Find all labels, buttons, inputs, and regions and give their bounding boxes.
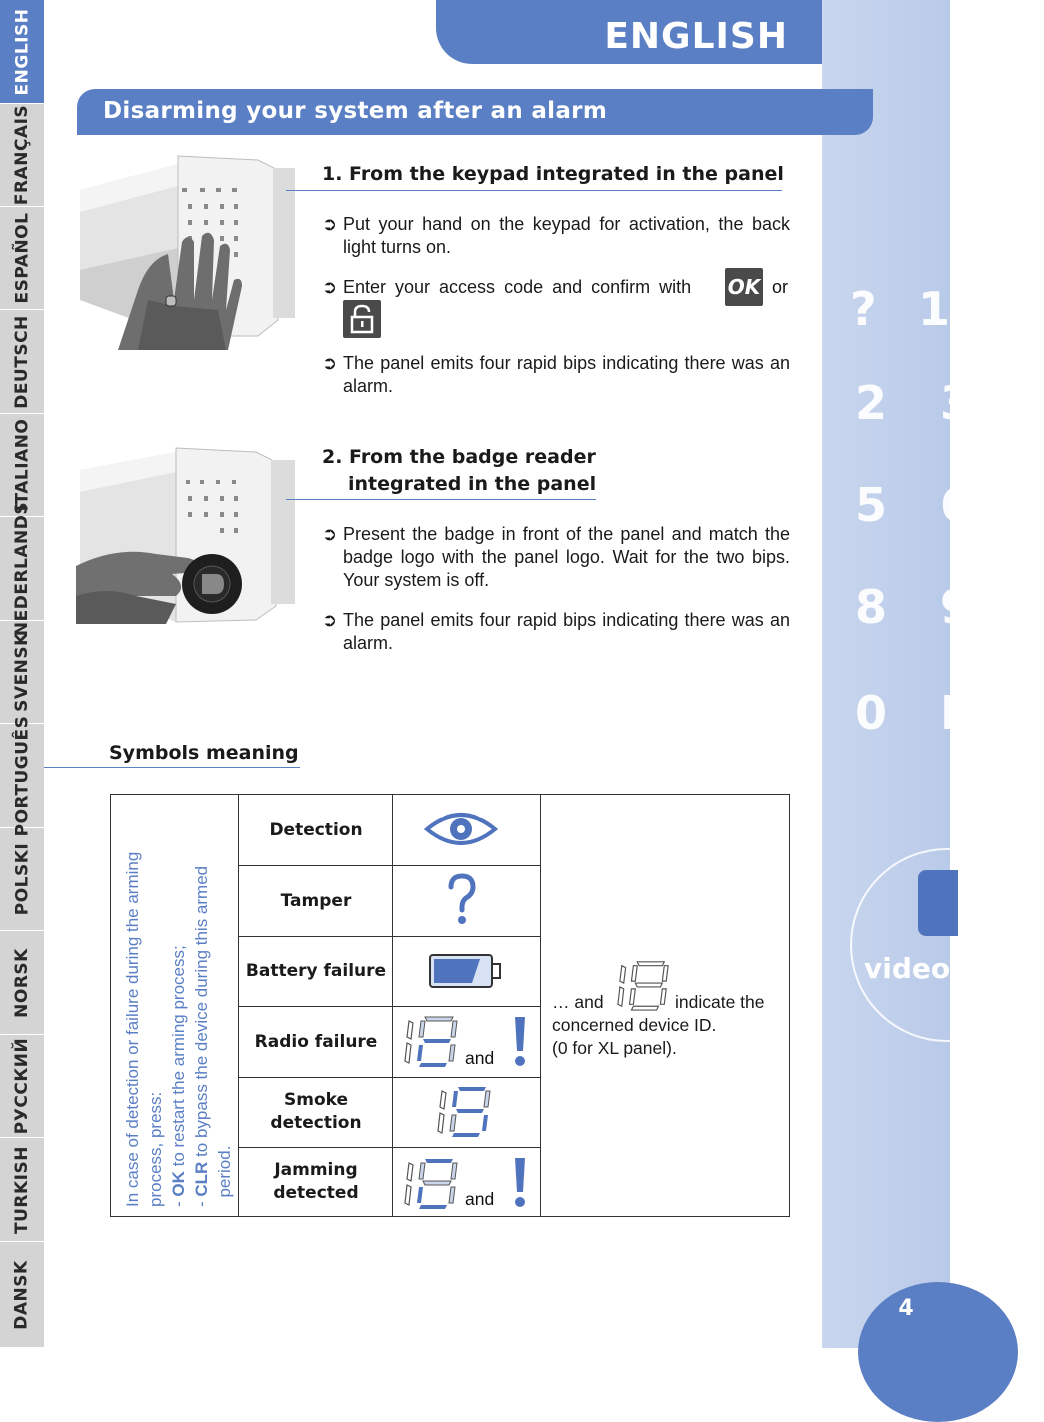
and-text: and: [465, 1189, 495, 1209]
step1-bullet-1: ➲ Put your hand on the keypad for activation, the back light turns on.: [322, 214, 790, 257]
step2-bullet-1: ➲ Present the badge in front of the panel and match the badge logo with the panel logo. Wait for the two bips. Your system is off.: [322, 524, 790, 590]
lang-tab-polski[interactable]: POLSKI: [0, 828, 44, 931]
symbol-label-detection: Detection: [269, 819, 363, 840]
exclamation-icon: [511, 1156, 529, 1215]
step2-underline: [286, 499, 596, 500]
and-text: and: [465, 1048, 495, 1068]
digit: 1: [918, 282, 951, 336]
exclamation-icon: [511, 1015, 529, 1074]
digit: E: [940, 686, 972, 740]
step2-title-line2: integrated in the panel: [348, 473, 597, 495]
step1-bullet-3: ➲ The panel emits four rapid bips indicating there was an alarm.: [322, 353, 790, 396]
brand-logo-text: video: [864, 952, 951, 985]
lang-tab-norsk[interactable]: NORSK: [0, 931, 44, 1035]
segment-display-icon: [436, 1085, 494, 1142]
arrow-bullet-icon: ➲: [322, 610, 338, 630]
symbol-label-radio-failure: Radio failure: [254, 1031, 378, 1052]
symbol-label-battery-failure: Battery failure: [245, 960, 387, 981]
step1-title: 1. From the keypad integrated in the panel: [322, 163, 784, 185]
symbols-table: [110, 794, 790, 1217]
digit: 5: [855, 478, 888, 532]
page-number: 4: [898, 1296, 914, 1321]
brand-eye-icon: [918, 870, 958, 936]
step2-title-line1: 2. From the badge reader: [322, 446, 596, 468]
table-divider: [540, 795, 541, 1216]
battery-icon: [428, 952, 502, 995]
lang-tab-russian[interactable]: РУССКИЙ: [0, 1035, 44, 1138]
arrow-bullet-icon: ➲: [322, 524, 338, 544]
section-title: Disarming your system after an alarm: [103, 98, 608, 124]
question-mark-icon: [447, 873, 477, 932]
lang-tab-dansk[interactable]: DANSK: [0, 1242, 44, 1348]
digit: ?: [850, 282, 877, 336]
lang-tab-francais[interactable]: FRANÇAIS: [0, 104, 44, 207]
lang-tab-svensk[interactable]: SVENSK: [0, 621, 44, 724]
device-id-note: … and indicate the concerned device ID. (0 for XL panel).: [552, 963, 782, 1060]
badge-reader-photo: [76, 446, 298, 626]
digit: 2: [855, 376, 888, 430]
lang-tab-portugues[interactable]: PORTUGUÊS: [0, 724, 44, 828]
digit: 6: [940, 478, 973, 532]
arming-note: In case of detection or failure during the arming process, press: - OK to restart the arming process; - CLR to bypass the device during this armed period.: [123, 851, 234, 1207]
arrow-bullet-icon: ➲: [322, 277, 338, 297]
step2-bullet-2: ➲ The panel emits four rapid bips indicating there was an alarm.: [322, 610, 790, 653]
symbols-title: Symbols meaning: [109, 742, 299, 764]
eye-icon: [423, 807, 499, 858]
digit: 9: [940, 580, 973, 634]
lang-tab-turkish[interactable]: TURKISH: [0, 1138, 44, 1242]
keypad-hand-photo: [78, 150, 300, 350]
symbol-label-jamming-detected: Jamming detected: [273, 1160, 359, 1203]
segment-display-icon: [403, 1157, 461, 1214]
digit: 8: [855, 580, 888, 634]
digit: 0: [855, 686, 888, 740]
symbol-label-smoke-detection: Smoke detection: [270, 1090, 362, 1133]
language-strip: [0, 0, 44, 1348]
arrow-bullet-icon: ➲: [322, 214, 338, 234]
lang-tab-deutsch[interactable]: DEUTSCH: [0, 310, 44, 414]
step1-bullet-2: ➲ Enter your access code and confirm with: [322, 277, 692, 297]
language-heading: ENGLISH: [604, 16, 788, 57]
segment-display-icon: [616, 959, 672, 1017]
lang-tab-espanol[interactable]: ESPAÑOL: [0, 207, 44, 310]
lang-tab-nederlands[interactable]: NEDERLANDS: [0, 517, 44, 621]
or-text: or: [772, 277, 789, 297]
symbol-label-tamper: Tamper: [280, 890, 352, 911]
digit: 3: [940, 376, 973, 430]
lang-tab-english[interactable]: ENGLISH: [0, 0, 44, 104]
arrow-bullet-icon: ➲: [322, 353, 338, 373]
lang-tab-italiano[interactable]: ITALIANO: [0, 414, 44, 517]
segment-display-icon: [403, 1015, 461, 1072]
step1-underline: [286, 190, 782, 191]
unlock-key-icon: [343, 300, 381, 338]
ok-key-icon: OK: [725, 268, 763, 306]
symbols-underline: [44, 767, 300, 768]
decorative-keypad-column: [822, 0, 973, 1348]
